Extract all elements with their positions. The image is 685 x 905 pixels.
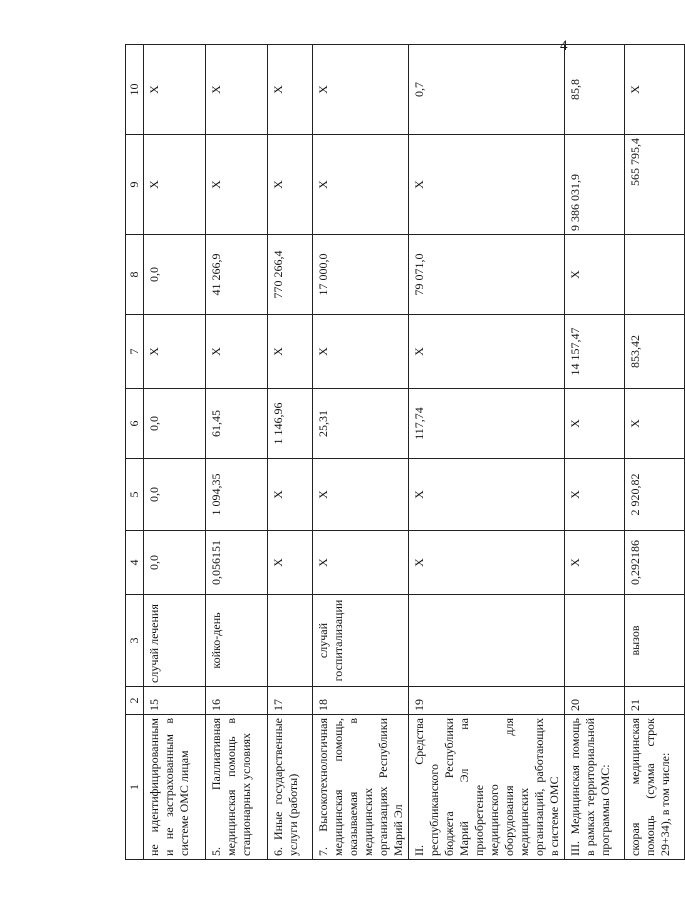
value-cell: 0,0 xyxy=(144,459,206,531)
row-number: 21 xyxy=(625,687,685,715)
col-header: 1 xyxy=(126,715,144,860)
col-header: 8 xyxy=(126,235,144,315)
value-cell: 0,0 xyxy=(144,531,206,595)
unit-cell: вызов xyxy=(625,595,685,687)
row-name: 7. Высокотехнологичная медицинская помощь, оказываемая в медицинских организациях Республики Марий Эл xyxy=(313,715,409,860)
value-cell: X xyxy=(268,45,313,135)
value-cell: X xyxy=(409,531,565,595)
unit-cell: случай лечения xyxy=(144,595,206,687)
value-cell: 853,42 xyxy=(625,315,685,389)
unit-cell: койко-день xyxy=(206,595,268,687)
value-cell: 1 094,35 xyxy=(206,459,268,531)
unit-cell xyxy=(565,595,625,687)
value-cell: X xyxy=(565,459,625,531)
value-cell: 41 266,9 xyxy=(206,235,268,315)
value-cell: X xyxy=(268,459,313,531)
value-cell: 0,0 xyxy=(144,389,206,459)
row-number: 15 xyxy=(144,687,206,715)
col-header: 3 xyxy=(126,595,144,687)
value-cell: 25,31 xyxy=(313,389,409,459)
value-cell: X xyxy=(409,315,565,389)
value-cell: X xyxy=(206,315,268,389)
value-cell: X xyxy=(144,315,206,389)
value-cell: 0,7 xyxy=(409,45,565,135)
value-cell: 770 266,4 xyxy=(268,235,313,315)
value-cell: 9 386 031,9 xyxy=(565,135,625,235)
value-cell: 14 157,47 xyxy=(565,315,625,389)
col-header: 2 xyxy=(126,687,144,715)
value-cell: X xyxy=(313,315,409,389)
value-cell: X xyxy=(313,135,409,235)
value-cell: X xyxy=(313,531,409,595)
table-row xyxy=(144,45,206,860)
col-header: 5 xyxy=(126,459,144,531)
header-row xyxy=(126,45,144,860)
row-number: 17 xyxy=(268,687,313,715)
value-cell: 0,0 xyxy=(144,235,206,315)
col-header: 6 xyxy=(126,389,144,459)
value-cell: X xyxy=(313,459,409,531)
value-cell: X xyxy=(268,135,313,235)
row-name: III. Медицинская помощь в рамках территориальной программы ОМС: xyxy=(565,715,625,860)
row-name: 6. Иные государственные услуги (работы) xyxy=(268,715,313,860)
value-cell: 2 920,82 xyxy=(625,459,685,531)
col-header: 10 xyxy=(126,45,144,135)
value-cell: X xyxy=(144,135,206,235)
budget-table xyxy=(125,44,685,860)
value-cell xyxy=(625,235,685,315)
value-cell: 0,056151 xyxy=(206,531,268,595)
row-name: не идентифицированным и не застрахованным в системе ОМС лицам xyxy=(144,715,206,860)
value-cell: X xyxy=(409,135,565,235)
value-cell: X xyxy=(409,459,565,531)
table-row xyxy=(313,45,409,860)
rotated-table-wrapper xyxy=(125,45,670,860)
table-row xyxy=(206,45,268,860)
col-header: 7 xyxy=(126,315,144,389)
value-cell: 85,8 xyxy=(565,45,625,135)
col-header: 9 xyxy=(126,135,144,235)
value-cell: X xyxy=(268,531,313,595)
row-number: 20 xyxy=(565,687,625,715)
row-name: II. Средства республиканского бюджета Республики Марий Эл на приобретение медицинского оборудования для медицинских организаций, работающих в системе ОМС xyxy=(409,715,565,860)
value-cell: 565 795,4 xyxy=(625,135,685,235)
unit-cell: случай госпитализации xyxy=(313,595,409,687)
value-cell: 17 000,0 xyxy=(313,235,409,315)
table-row xyxy=(268,45,313,860)
value-cell: 0,292186 xyxy=(625,531,685,595)
col-header: 4 xyxy=(126,531,144,595)
value-cell: X xyxy=(144,45,206,135)
value-cell: 79 071,0 xyxy=(409,235,565,315)
value-cell: X xyxy=(625,389,685,459)
value-cell: X xyxy=(565,389,625,459)
value-cell: X xyxy=(313,45,409,135)
value-cell: 1 146,96 xyxy=(268,389,313,459)
value-cell: 117,74 xyxy=(409,389,565,459)
row-number: 16 xyxy=(206,687,268,715)
unit-cell xyxy=(268,595,313,687)
page-number: 4 xyxy=(560,38,568,54)
table-row xyxy=(625,45,685,860)
value-cell: 61,45 xyxy=(206,389,268,459)
value-cell: X xyxy=(206,135,268,235)
value-cell: X xyxy=(206,45,268,135)
value-cell: X xyxy=(565,235,625,315)
value-cell: X xyxy=(625,45,685,135)
row-number: 18 xyxy=(313,687,409,715)
unit-cell xyxy=(409,595,565,687)
row-number: 19 xyxy=(409,687,565,715)
table-row xyxy=(565,45,625,860)
row-name: скорая медицинская помощь (сумма строк 29+34), в том числе: xyxy=(625,715,685,860)
table-row xyxy=(409,45,565,860)
value-cell: X xyxy=(268,315,313,389)
value-cell: X xyxy=(565,531,625,595)
row-name: 5. Паллиативная медицинская помощь в стационарных условиях xyxy=(206,715,268,860)
